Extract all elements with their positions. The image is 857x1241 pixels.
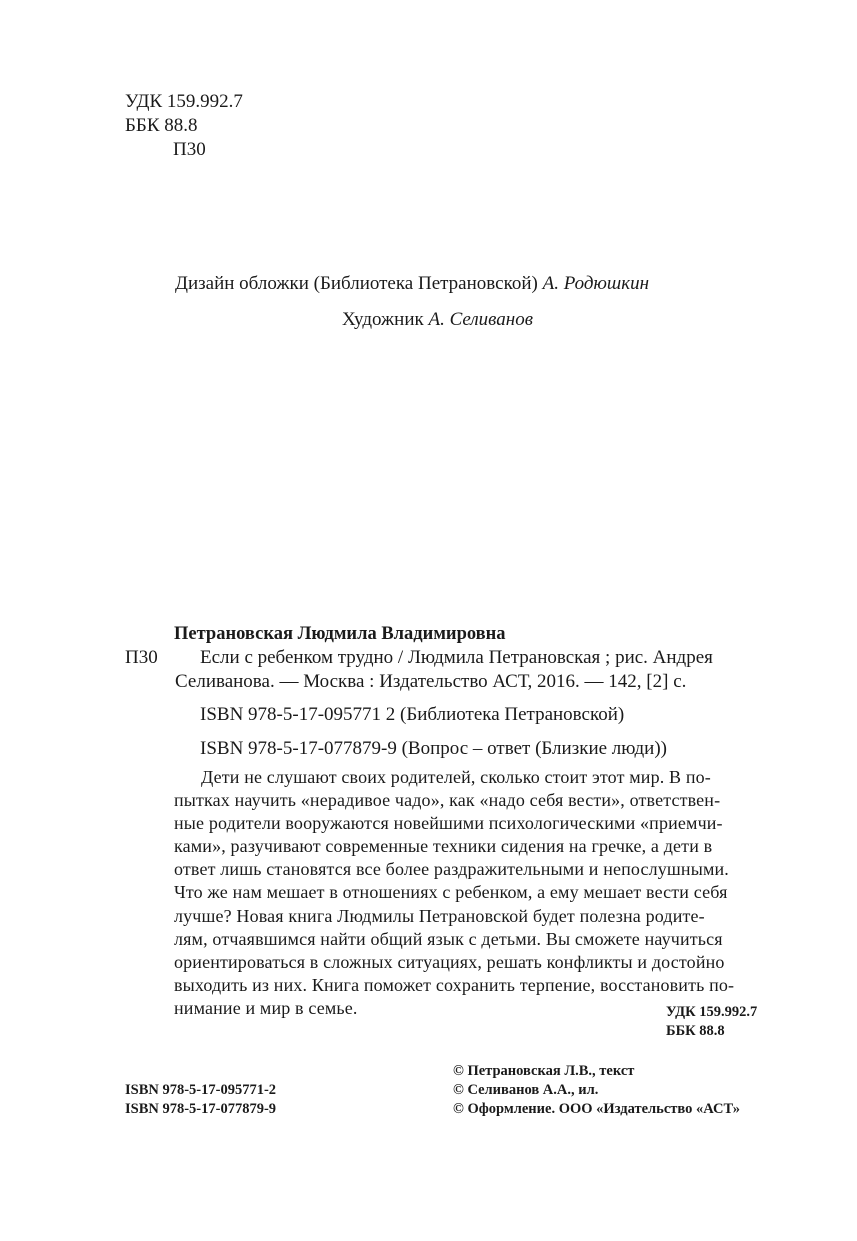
copyright-line: © Селиванов А.А., ил. bbox=[453, 1082, 599, 1098]
copyright-line: © Петрановская Л.В., текст bbox=[453, 1063, 635, 1079]
annotation-line: выходить из них. Книга поможет сохранить терпение, восстановить по- bbox=[174, 974, 735, 995]
udk-code-bottom: УДК 159.992.7 bbox=[666, 1004, 758, 1020]
isbn-number: ISBN 978-5-17-077879-9 bbox=[125, 1101, 277, 1117]
annotation-line: лучше? Новая книга Людмилы Петрановской будет полезна родите- bbox=[174, 905, 705, 926]
book-annotation bbox=[174, 766, 774, 1020]
copyright-list bbox=[453, 1062, 740, 1119]
record-imprint-line: Селиванова. — Москва : Издательство АСТ, 2016. — 142, [2] с. bbox=[175, 671, 687, 692]
annotation-line: ответ лишь становятся все более раздражительными и непослушными. bbox=[174, 859, 729, 880]
bbk-code-bottom: ББК 88.8 bbox=[666, 1023, 725, 1039]
record-author-heading: Петрановская Людмила Владимировна bbox=[174, 624, 506, 644]
annotation-line: лям, отчаявшимся найти общий язык с детьми. Вы сможете научиться bbox=[174, 928, 723, 949]
annotation-line: ками», разучивают современные техники сидения на гречке, а дети в bbox=[174, 836, 713, 857]
record-title-line: Если с ребенком трудно / Людмила Петрановская ; рис. Андрея bbox=[200, 647, 713, 668]
record-isbn-series-2: ISBN 978-5-17-077879-9 (Вопрос – ответ (Близкие люди)) bbox=[200, 738, 667, 759]
annotation-line: ные родители вооружаются новейшими психологическими «приемчи- bbox=[174, 813, 723, 834]
author-mark-top: П30 bbox=[173, 139, 206, 160]
cover-credit-label: Дизайн обложки (Библиотека Петрановской) bbox=[175, 273, 543, 294]
isbn-list bbox=[125, 1081, 276, 1119]
bbk-code-top: ББК 88.8 bbox=[125, 115, 198, 136]
illustrator-credit-label: Художник bbox=[342, 309, 429, 330]
cover-designer-name: А. Родюшкин bbox=[542, 273, 650, 294]
annotation-line: нимание и мир в семье. bbox=[174, 997, 358, 1018]
isbn-number: ISBN 978-5-17-095771-2 bbox=[125, 1082, 277, 1098]
illustrator-credit bbox=[342, 308, 533, 332]
annotation-line: Дети не слушают своих родителей, сколько стоит этот мир. В по- bbox=[201, 767, 711, 787]
annotation-line: пытках научить «нерадивое чадо», как «надо себя вести», ответствен- bbox=[174, 790, 721, 811]
udk-code-top: УДК 159.992.7 bbox=[125, 91, 243, 112]
record-author-mark: П30 bbox=[125, 647, 158, 668]
illustrator-name: А. Селиванов bbox=[428, 309, 533, 330]
record-isbn-series-1: ISBN 978-5-17-095771 2 (Библиотека Петрановской) bbox=[200, 704, 625, 725]
cover-design-credit bbox=[175, 272, 649, 296]
copyright-line: © Оформление. ООО «Издательство «АСТ» bbox=[453, 1101, 741, 1117]
annotation-line: Что же нам мешает в отношениях с ребенком, а ему мешает вести себя bbox=[174, 882, 728, 903]
annotation-line: ориентироваться в сложных ситуациях, решать конфликты и достойно bbox=[174, 951, 725, 972]
